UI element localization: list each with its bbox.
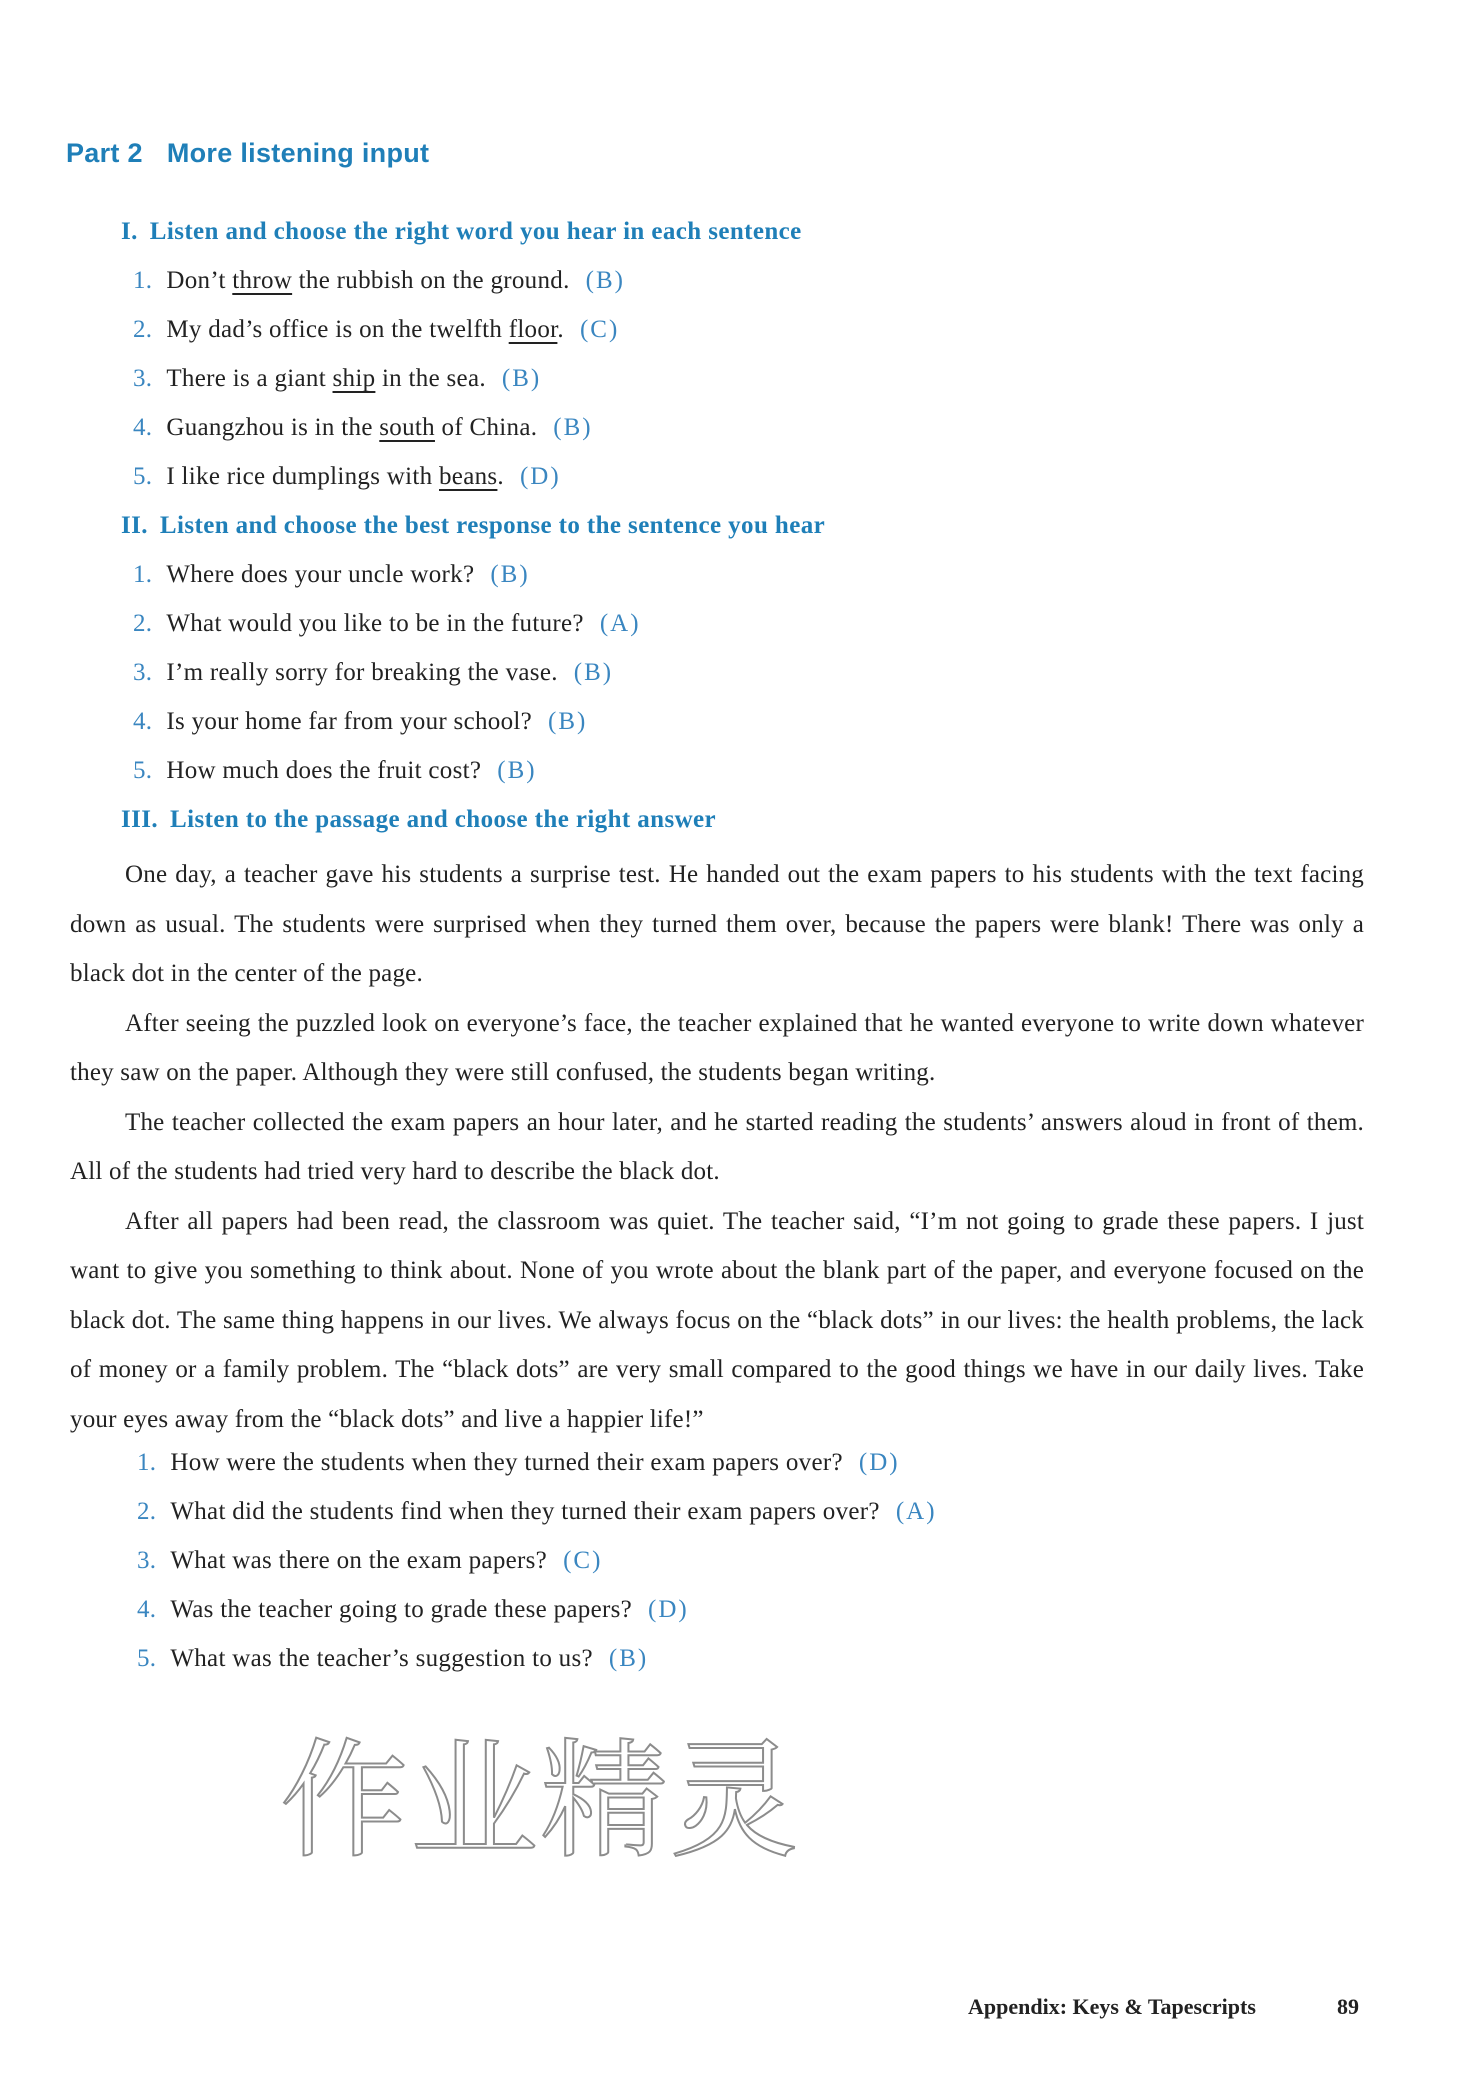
answer: (D) [519,463,561,490]
answer: (B) [548,708,588,735]
part-number: Part 2 [66,138,143,168]
list-item: 5. What was the teacher’s suggestion to us? (B) [137,1645,649,1672]
list-item: 4. Is your home far from your school? (B) [133,708,588,735]
answer: (C) [563,1547,603,1574]
passage [70,850,1364,1444]
answer: (D) [858,1449,900,1476]
list-item: 5. I like rice dumplings with beans. (D) [133,463,561,490]
answer: (B) [585,267,625,294]
list-item: 1. Don’t throw the rubbish on the ground. (B) [133,267,625,294]
section-heading-3: III. Listen to the passage and choose the right answer [121,806,717,833]
answer: (B) [497,757,537,784]
section-heading-2: II. Listen and choose the best response to the sentence you hear [121,512,826,539]
paragraph: One day, a teacher gave his students a surprise test. He handed out the exam papers to his students with the text facing down as usual. The students were surprised when they turned them over, because the papers were blank! There was only a black dot in the center of the page. [70,861,1364,987]
list-item: 2. What would you like to be in the future? (A) [133,610,641,637]
section-heading-1: I. Listen and choose the right word you hear in each sentence [121,218,802,245]
list-item: 1. Where does your uncle work? (B) [133,561,530,588]
part-heading [66,138,429,169]
answer: (B) [573,659,614,686]
part-title: More listening input [166,138,430,168]
underlined-word: floor [508,316,558,343]
page-number: 89 [1337,1994,1359,2019]
answer: (B) [490,561,530,588]
underlined-word: beans [439,463,498,490]
list-item: 2. What did the students find when they turned their exam papers over? (A) [137,1498,937,1525]
paragraph: After seeing the puzzled look on everyone’s face, the teacher explained that he wanted everyone to write down whatever they saw on the paper. Although they were still confused, the students began writing. [70,1009,1364,1086]
list-item: 2. My dad’s office is on the twelfth floor. (C) [133,316,620,343]
answer: (D) [648,1596,689,1623]
list-item: 5. How much does the fruit cost? (B) [133,757,537,784]
paragraph: After all papers had been read, the classroom was quiet. The teacher said, “I’m not going to grade these papers. I just want to give you something to think about. None of you wrote about the blank part of the paper, and everyone focused on the black dot. The same thing happens in our lives. We always focus on the “black dots” in our lives: the health problems, the lack of money or a family problem. The “black dots” are very small compared to the good things we have in our daily lives. Take your eyes away from the “black dots” and live a happier life!” [70,1207,1364,1433]
list-item: 4. Was the teacher going to grade these papers? (D) [137,1596,689,1623]
list-item: 4. Guangzhou is in the south of China. (B) [133,414,593,441]
footer-label: Appendix: Keys & Tapescripts [968,1994,1256,2019]
answer: (A) [599,610,641,637]
watermark-logo [280,1720,800,1870]
answer: (B) [553,414,593,441]
watermark-text: 作业精灵 [280,1727,800,1870]
answer: (C) [579,316,620,343]
answer: (B) [608,1645,649,1672]
list-item: 3. What was there on the exam papers? (C) [137,1547,603,1574]
underlined-word: throw [232,267,293,294]
underlined-word: south [379,414,435,441]
paragraph: The teacher collected the exam papers an hour later, and he started reading the students’ answers aloud in front of them. All of the students had tried very hard to describe the black dot. [70,1108,1364,1185]
list-item: 3. There is a giant ship in the sea. (B) [133,365,542,392]
list-item: 1. How were the students when they turned their exam papers over? (D) [137,1449,900,1476]
list-item: 3. I’m really sorry for breaking the vase. (B) [133,659,614,686]
answer: (B) [501,365,542,392]
underlined-word: ship [332,365,376,392]
answer: (A) [895,1498,937,1525]
